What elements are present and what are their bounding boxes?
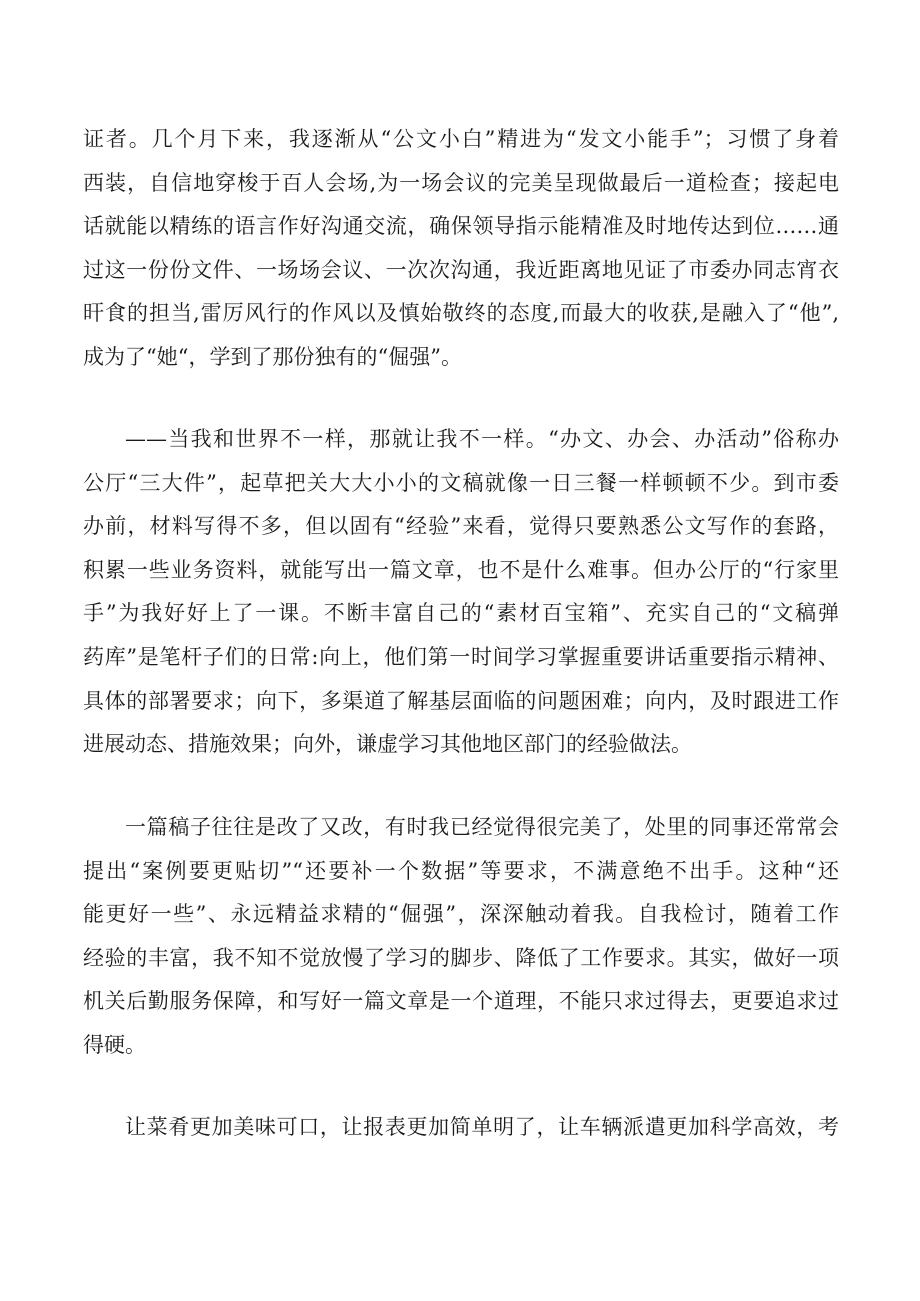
text-line: 具体的部署要求；向下，多渠道了解基层面临的问题困难；向内，及时跟进工作 [83, 688, 839, 713]
text-line: 经验的丰富，我不知不觉放慢了学习的脚步、降低了工作要求。其实，做好一项 [83, 945, 839, 970]
text-line: 手”为我好好上了一课。不断丰富自己的“素材百宝箱”、充实自己的“文稿弹 [83, 601, 839, 626]
text-line: ——当我和世界不一样，那就让我不一样。“办文、办会、办活动”俗称办 [125, 427, 839, 451]
text-line: 进展动态、措施效果；向外，谦虚学习其他地区部门的经验做法。 [83, 732, 692, 757]
paragraph-3 [83, 806, 839, 1068]
text-line: 过这一份份文件、一场场会议、一次次沟通，我近距离地见证了市委办同志宵衣 [83, 257, 839, 282]
paragraph-4 [83, 1106, 839, 1150]
text-line: 西装，自信地穿梭于百人会场,为一场会议的完美呈现做最后一道检查；接起电 [83, 170, 839, 195]
text-line: 提出“案例要更贴切”“还要补一个数据”等要求，不满意绝不出手。这种“还 [83, 858, 839, 883]
text-line: 积累一些业务资料，就能写出一篇文章，也不是什么难事。但办公厅的“行家里 [83, 557, 839, 582]
text-line: 话就能以精练的语言作好沟通交流，确保领导指示能精准及时地传达到位……通 [83, 214, 839, 239]
text-line: 能更好一些”、永远精益求精的“倔强”，深深触动着我。自我检讨，随着工作 [83, 902, 839, 927]
text-line: 成为了“她“，学到了那份独有的“倔强”。 [83, 344, 462, 369]
text-line: 一篇稿子往往是改了又改，有时我已经觉得很完美了，处里的同事还常常会 [125, 815, 839, 839]
text-line: 让菜肴更加美味可口，让报表更加简单明了，让车辆派遣更加科学高效，考 [125, 1115, 839, 1139]
text-line: 得硬。 [83, 1032, 146, 1057]
text-line: 药库”是笔杆子们的日常:向上，他们第一时间学习掌握重要讲话重要指示精神、 [83, 644, 839, 669]
text-line: 办前，材料写得不多，但以固有“经验”来看，觉得只要熟悉公文写作的套路， [83, 514, 839, 539]
text-line: 证者。几个月下来，我逐渐从“公文小白”精进为“发文小能手”；习惯了身着 [83, 127, 839, 151]
text-line: 机关后勤服务保障，和写好一篇文章是一个道理，不能只求过得去，更要追求过 [83, 989, 839, 1014]
paragraph-1 [83, 118, 839, 380]
text-line: 公厅“三大件”，起草把关大大小小的文稿就像一日三餐一样顿顿不少。到市委 [83, 470, 839, 495]
text-line: 旰食的担当,雷厉风行的作风以及慎始敬终的态度,而最大的收获,是融入了“他”, [83, 301, 839, 326]
paragraph-2 [83, 418, 839, 767]
